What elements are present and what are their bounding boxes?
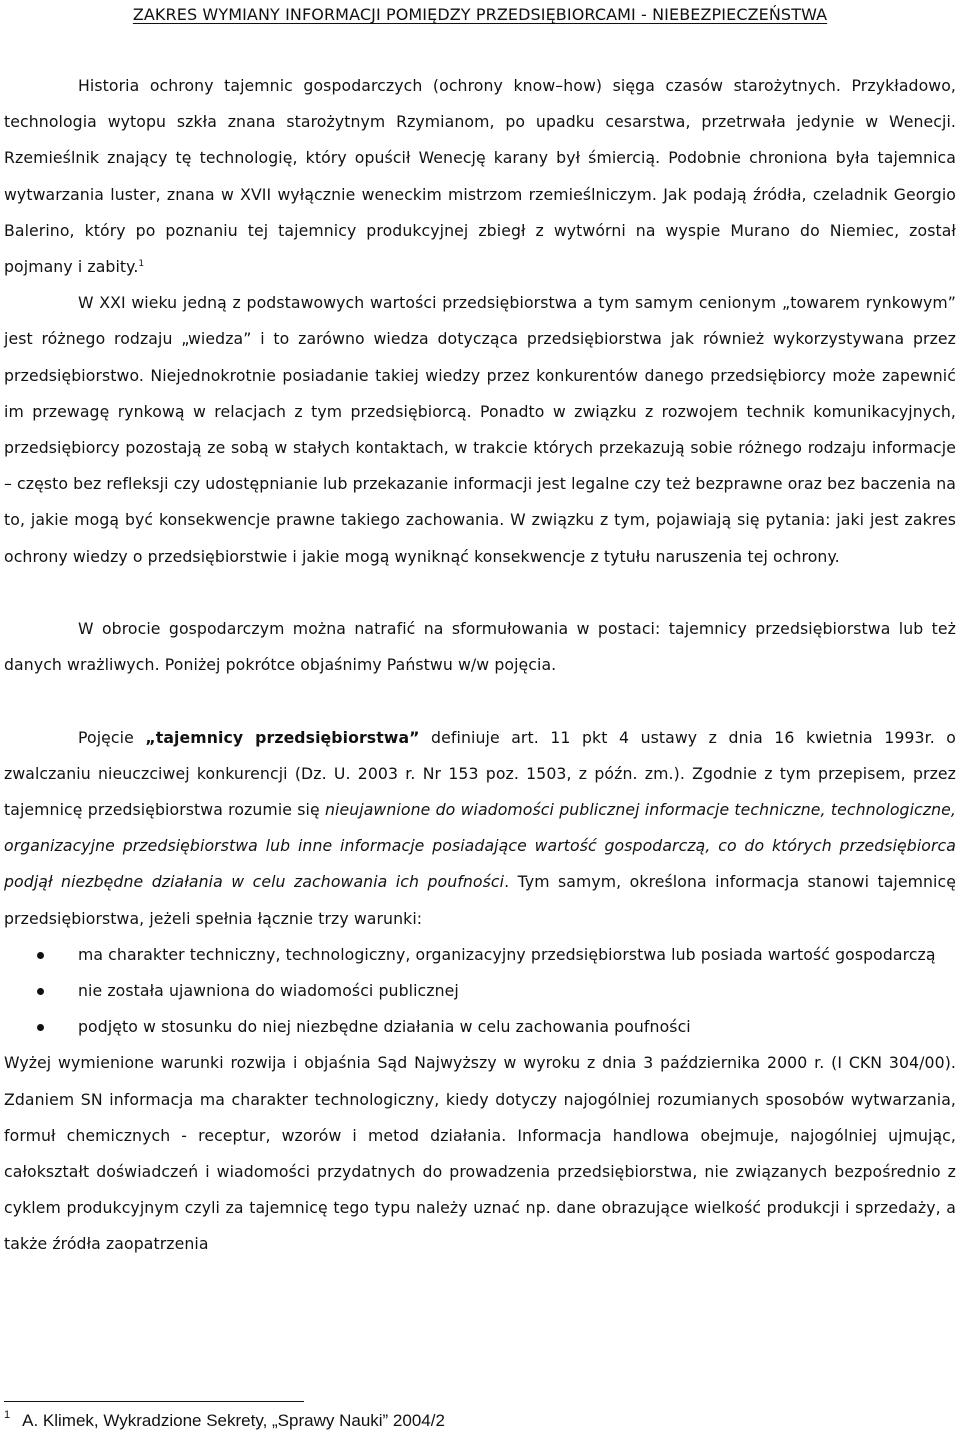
paragraph-knowledge: W XXI wieku jedną z podstawowych wartości przedsiębiorstwa a tym samym cenionym „towarem rynkowym” jest różnego rodzaju „wiedza” i to zarówno wiedza dotycząca przedsiębiorstwa jak również wykorzystywana przez przedsiębiorstwo. Niejednokrotnie posiadanie takiej wiedzy przez konkurentów danego przedsiębiorcy może zapewnić im przewagę rynkową w relacjach z tym przedsiębiorcą. Ponadto w związku z rozwojem technik komunikacyjnych, przedsiębiorcy pozostają ze sobą w stałych kontaktach, w trakcie których przekazują sobie różnego rodzaju informacje – często bez refleksji czy udostępnianie lub przekazanie informacji jest legalne czy też bezprawne oraz bez baczenia na to, jakie mogą być konsekwencje prawne takiego zachowania. W związku z tym, pojawiają się pytania: jaki jest zakres ochrony wiedzy o przedsiębiorstwie i jakie mogą wyniknąć konsekwencje z tytułu naruszenia tej ochrony. bbox=[4, 293, 956, 566]
bullet-icon bbox=[37, 988, 44, 995]
definition-term: „tajemnicy przedsiębiorstwa” bbox=[145, 727, 420, 747]
paragraph-spacer bbox=[4, 575, 956, 611]
paragraph-history-text: Historia ochrony tajemnic gospodarczych (ochrony know–how) sięga czasów starożytnych. Przykładowo, technologia wytopu szkła znana starożytnym Rzymianom, po upadku cesarstwa, przetrwała jedynie w Wenecji. Rzemieślnik znający tę technologię, który opuścił Wenecję karany był śmiercią. Podobnie chroniona była tajemnica wytwarzania luster, znana w XVII wyłącznie weneckim mistrzom rzemieślniczym. Jak podają źródła, czeladnik Georgio Balerino, który po poznaniu tej tajemnicy produkcyjnej zbiegł z wytwórni na wyspie Murano do Niemiec, został pojmany i zabity. bbox=[4, 76, 956, 277]
definition-quote: nieujawnione do wiadomości publicznej informacje techniczne, technologiczne, organizacyjne przedsiębiorstwa lub inne informacje posiadające wartość gospodarczą, co do których przedsiębiorca podjął niezbędne działania w celu zachowania ich poufności bbox=[4, 800, 956, 892]
document-body bbox=[4, 68, 956, 1263]
footnote-text: A. Klimek, Wykradzione Sekrety, „Sprawy Nauki” 2004/2 bbox=[22, 1411, 445, 1430]
conditions-list bbox=[4, 937, 956, 1046]
list-item bbox=[4, 973, 956, 1009]
list-item bbox=[4, 937, 956, 973]
paragraph-history bbox=[4, 68, 956, 285]
page-header-title: ZAKRES WYMIANY INFORMACJI POMIĘDZY PRZEDSIĘBIORCAMI - NIEBEZPIECZEŃSTWA bbox=[132, 5, 828, 24]
footnote-reference[interactable]: 1 bbox=[138, 259, 145, 270]
definition-intro: Pojęcie bbox=[78, 727, 146, 747]
paragraph-supreme-court: Wyżej wymienione warunki rozwija i objaśnia Sąd Najwyższy w wyroku z dnia 3 października 2000 r. (I CKN 304/00). Zdaniem SN informacja ma charakter technologiczny, kiedy dotyczy najogólniej rozumianych sposobów wytwarzania, formuł chemicznych - receptur, wzorów i metod działania. Informacja handlowa obejmuje, najogólniej ujmując, całokształt doświadczeń i wiadomości przydatnych do prowadzenia przedsiębiorstwa, nie związanych bezpośrednio z cyklem produkcyjnym czyli za tajemnicę tego typu należy uznać np. dane obrazujące wielkość produkcji i sprzedaży, a także źródła zaopatrzenia bbox=[4, 1053, 956, 1254]
definition-source: definiuje art. 11 pkt 4 ustawy z dnia 16 kwietnia 1993r. o zwalczaniu nieuczciwej konkurencji (Dz. U. 2003 r. Nr 153 poz. 1503, z późn. zm.). Zgodnie z tym przepisem, przez tajemnicę przedsiębiorstwa rozumie się bbox=[4, 727, 956, 820]
paragraph-terms: W obrocie gospodarczym można natrafić na sformułowania w postaci: tajemnicy przedsiębiorstwa lub też danych wrażliwych. Poniżej pokrótce objaśnimy Państwu w/w pojęcia. bbox=[4, 619, 956, 675]
paragraph-definition bbox=[4, 720, 956, 937]
footnote-number: 1 bbox=[4, 1409, 11, 1421]
list-item-text: podjęto w stosunku do niej niezbędne działania w celu zachowania poufności bbox=[78, 1017, 691, 1037]
list-item bbox=[4, 1009, 956, 1045]
definition-closing: . Tym samym, określona informacja stanowi tajemnicę przedsiębiorstwa, jeżeli spełnia łącznie trzy warunki: bbox=[4, 872, 956, 928]
bullet-icon bbox=[37, 952, 44, 959]
footnote bbox=[4, 1406, 944, 1436]
paragraph-spacer bbox=[4, 683, 956, 719]
bullet-icon bbox=[37, 1024, 44, 1031]
list-item-text: nie została ujawniona do wiadomości publicznej bbox=[78, 981, 459, 1001]
footnote-divider bbox=[4, 1401, 304, 1402]
list-item-text: ma charakter techniczny, technologiczny, organizacyjny przedsiębiorstwa lub posiada wartość gospodarczą bbox=[78, 944, 936, 964]
